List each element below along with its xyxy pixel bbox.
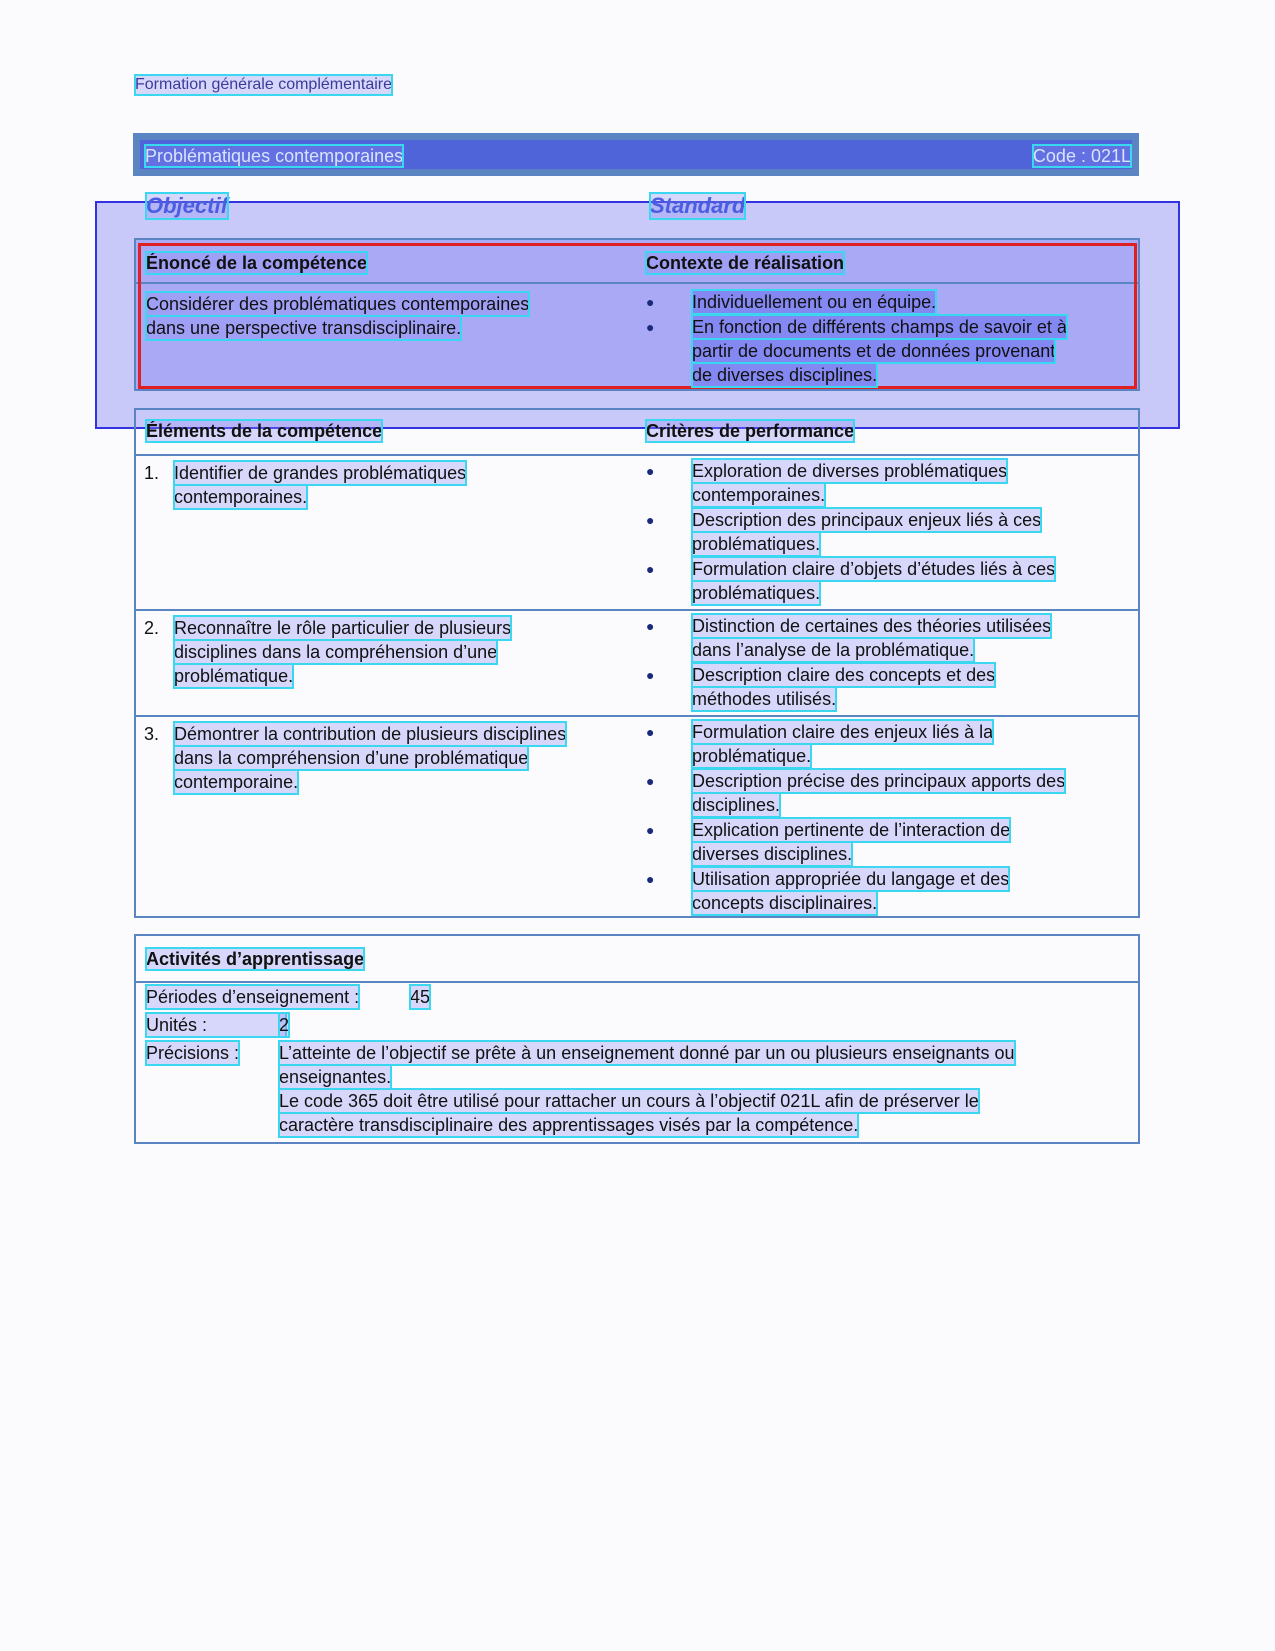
element-line: contemporaines.	[174, 487, 308, 507]
precisions-line: L’atteinte de l’objectif se prête à un enseignement donné par un ou plusieurs enseignants ou	[279, 1043, 1015, 1063]
bullet-icon: ●	[646, 512, 655, 528]
criterion-line: Exploration de diverses problématiques	[692, 461, 1008, 481]
element-line: dans la compréhension d’une problématique	[174, 748, 529, 768]
criterion-line: problématique.	[692, 746, 812, 766]
criterion-line: problématiques.	[692, 534, 821, 554]
activities-heading: Activités d’apprentissage	[146, 949, 365, 969]
precisions-line: Le code 365 doit être utilisé pour rattacher un cours à l’objectif 021L afin de préserver le	[279, 1091, 979, 1111]
unites-value: 2	[279, 1015, 290, 1035]
criterion-line: Description claire des concepts et des	[692, 665, 996, 685]
criteres-heading: Critères de performance	[646, 421, 855, 441]
criterion-line: Description des principaux enjeux liés à ces	[692, 510, 1042, 530]
criterion-line: Description précise des principaux apports des	[692, 771, 1066, 791]
course-code: Code : 021L	[1032, 146, 1131, 166]
bullet-icon: ●	[646, 561, 655, 577]
bullet-icon: ●	[646, 463, 655, 479]
contexte-item: de diverses disciplines.	[692, 365, 878, 385]
element-line: disciplines dans la compréhension d’une	[174, 642, 498, 662]
element-number: 2.	[144, 618, 160, 638]
element-line: Reconnaître le rôle particulier de plusieurs	[174, 618, 512, 638]
criterion-line: contemporaines.	[692, 485, 826, 505]
criterion-line: diverses disciplines.	[692, 844, 853, 864]
elements-heading: Éléments de la compétence	[146, 421, 383, 441]
element-number: 3.	[144, 724, 160, 744]
standard-label: Standard	[650, 193, 746, 218]
contexte-item: partir de documents et de données provenant	[692, 341, 1056, 361]
periodes-label: Périodes d’enseignement :	[146, 987, 360, 1007]
element-number: 1.	[144, 463, 160, 483]
criterion-line: disciplines.	[692, 795, 781, 815]
bullet-icon: ●	[646, 667, 655, 683]
bullet-icon: ●	[646, 773, 655, 789]
enonce-line: dans une perspective transdisciplinaire.	[146, 318, 462, 338]
criterion-line: concepts disciplinaires.	[692, 893, 878, 913]
bullet-icon: ●	[646, 618, 655, 634]
contexte-heading: Contexte de réalisation	[646, 253, 845, 273]
precisions-line: enseignantes.	[279, 1067, 392, 1087]
periodes-value: 45	[410, 987, 431, 1007]
enonce-heading: Énoncé de la compétence	[146, 253, 368, 273]
element-line: problématique.	[174, 666, 294, 686]
element-line: Identifier de grandes problématiques	[174, 463, 467, 483]
element-line: Démontrer la contribution de plusieurs disciplines	[174, 724, 567, 744]
objectif-label: Objectif	[146, 193, 228, 218]
bullet-icon: ●	[646, 822, 655, 838]
enonce-line: Considérer des problématiques contemporaines	[146, 294, 530, 314]
criterion-line: Utilisation appropriée du langage et des	[692, 869, 1010, 889]
bullet-icon: ●	[646, 319, 655, 335]
bullet-icon: ●	[646, 724, 655, 740]
criterion-line: problématiques.	[692, 583, 821, 603]
criterion-line: dans l’analyse de la problématique.	[692, 640, 975, 660]
element-line: contemporaine.	[174, 772, 299, 792]
criterion-line: méthodes utilisés.	[692, 689, 837, 709]
precisions-line: caractère transdisciplinaire des apprentissages visés par la compétence.	[279, 1115, 859, 1135]
bullet-icon: ●	[646, 871, 655, 887]
unites-label: Unités :	[146, 1013, 286, 1037]
course-title: Problématiques contemporaines	[145, 146, 404, 166]
criterion-line: Formulation claire d’objets d’études liés à ces	[692, 559, 1056, 579]
document-category: Formation générale complémentaire	[135, 76, 393, 93]
criterion-line: Explication pertinente de l’interaction de	[692, 820, 1011, 840]
criterion-line: Formulation claire des enjeux liés à la	[692, 722, 994, 742]
contexte-item: Individuellement ou en équipe.	[692, 292, 937, 312]
precisions-label: Précisions :	[146, 1043, 240, 1063]
criterion-line: Distinction de certaines des théories utilisées	[692, 616, 1052, 636]
bullet-icon: ●	[646, 294, 655, 310]
contexte-item: En fonction de différents champs de savoir et à	[692, 317, 1067, 337]
